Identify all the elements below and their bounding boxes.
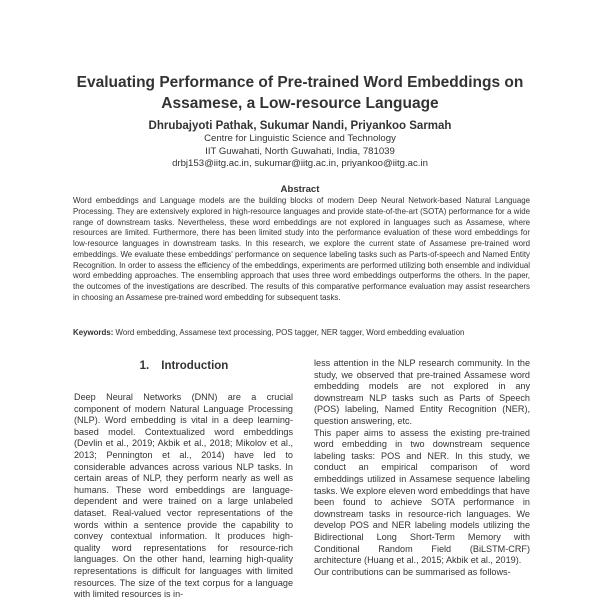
abstract-heading: Abstract bbox=[280, 184, 320, 195]
section-title: Introduction bbox=[161, 360, 229, 372]
abstract-text: Word embeddings and Language models are the building blocks of modern Deep Neural Network-based Natural Language Processing. They are extensively explored in high-resource languages and provide state-of-the-art (SOTA) performance for a wide range of downstream tasks. Nevertheless, these word embeddings are not explored in languages such as Assamese, where resources are limited. Furthermore, there has been limited study into the performance evaluation of these word embeddings for low-resource languages in downstream tasks. In this research, we explore the current state of Assamese pre-trained word embeddings. We evaluate these embeddings' performance on sequence labeling tasks such as Parts-of-speech and Named Entity Recognition. In order to assess the efficiency of the embeddings, experiments are performed utilizing both ensemble and individual word embedding approaches. The ensembling approach that uses three word embeddings outperforms the others. In the paper, the outcomes of the investigations are described. The results of this comparative performance evaluation may assist researchers in choosing an Assamese pre-trained word embedding for subsequent tasks. bbox=[73, 196, 530, 302]
intro-paragraph-1: less attention in the NLP research community. In the study, we observed that pre-trained Assamese word embedding models are not explored in any downstream NLP tasks such as Parts of Speech (POS) labeling, Named Entity Recognition (NER), question answering, etc. bbox=[314, 358, 530, 426]
intro-right-column bbox=[314, 358, 530, 578]
keywords-label: Keywords: bbox=[73, 328, 114, 337]
intro-paragraph-3: Our contributions can be summarised as follows- bbox=[314, 566, 511, 577]
section-heading-introduction bbox=[74, 359, 294, 373]
author-list: Dhrubajyoti Pathak, Sukumar Nandi, Priyankoo Sarmah bbox=[148, 120, 452, 132]
keywords-line bbox=[73, 327, 530, 338]
title-line-1: Evaluating Performance of Pre-trained Word Embeddings on bbox=[76, 74, 524, 91]
section-number: 1. bbox=[139, 360, 150, 372]
keywords-text: Word embedding, Assamese text processing, POS tagger, NER tagger, Word embedding evaluation bbox=[113, 328, 465, 337]
intro-left-column: Deep Neural Networks (DNN) are a crucial component of modern Natural Language Processing (NLP). Word embedding is vital in a deep learning-based model. Contextualized word embeddings (Devlin et al., 2019; Akbik et al., 2018; Mikolov et al., 2013; Pennington et al., 2014) have led to considerable advances across various NLP tasks. In certain areas of NLP, they perform nearly as well as humans. These word embeddings are language-dependent and were trained on a large unlabeled dataset. Real-valued vector representations of the words within a sentence provide the capability to convey contextual information. It produces high-quality word representations for resource-rich languages. On the other hand, learning high-quality representations is difficult for languages with limited resources. The size of the text corpus for a language with limited resources is in- bbox=[74, 392, 293, 600]
affiliation-line-2: IIT Guwahati, North Guwahati, India, 781039 bbox=[205, 145, 395, 157]
paper-title bbox=[60, 72, 540, 114]
affiliation-block bbox=[60, 133, 540, 171]
affiliation-line-1: Centre for Linguistic Science and Technology bbox=[204, 133, 396, 144]
title-line-2: Assamese, a Low-resource Language bbox=[161, 95, 439, 112]
intro-paragraph-2: This paper aims to assess the existing pre-trained word embedding in two downstream sequence labeling tasks: POS and NER. In this study, we conduct an empirical comparison of word embeddings utilized in Assamese sequence labeling tasks. We explore eleven word embeddings that have been found to achieve SOTA performance in downstream tasks in resource-rich languages. We develop POS and NER labeling models utilizing the Bidirectional Long Short-Term Memory with Conditional Random Field (BiLSTM-CRF) architecture (Huang et al., 2015; Akbik et al., 2019). bbox=[314, 427, 530, 566]
author-emails: drbj153@iitg.ac.in, sukumar@iitg.ac.in, priyankoo@iitg.ac.in bbox=[172, 158, 428, 169]
